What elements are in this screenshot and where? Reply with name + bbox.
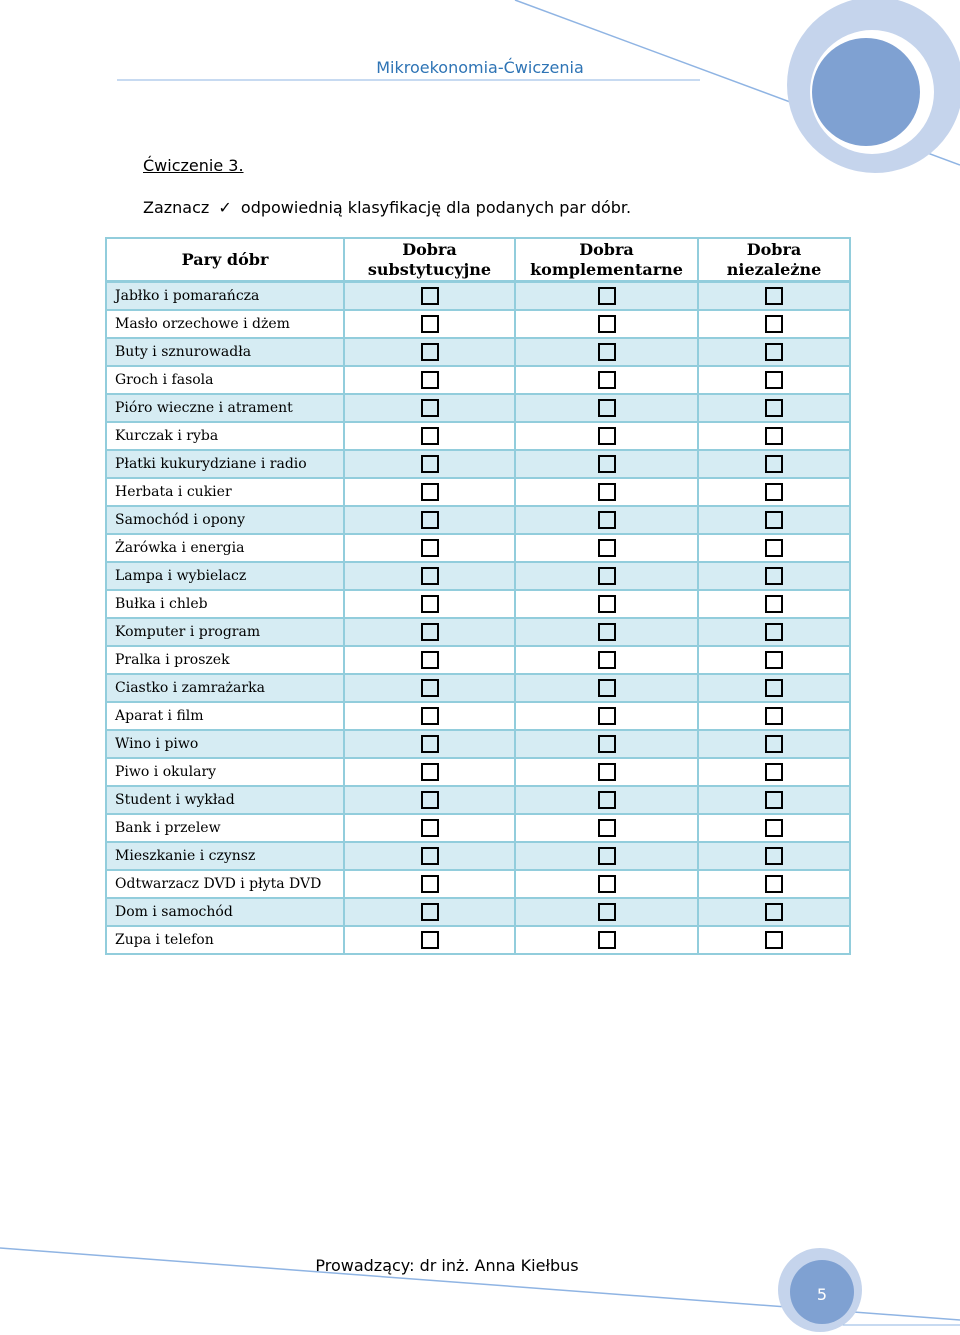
header-pairs-label: Pary dóbr [181, 249, 269, 269]
substitute-cell [344, 534, 515, 562]
complementary-checkbox[interactable] [598, 735, 616, 753]
independent-cell [698, 450, 850, 478]
substitute-cell [344, 730, 515, 758]
substitute-cell [344, 366, 515, 394]
independent-cell [698, 758, 850, 786]
exercise-title: Ćwiczenie 3. [143, 156, 244, 175]
substitute-checkbox[interactable] [421, 455, 439, 473]
independent-checkbox[interactable] [765, 903, 783, 921]
substitute-cell [344, 478, 515, 506]
substitute-cell [344, 618, 515, 646]
independent-cell [698, 478, 850, 506]
independent-checkbox[interactable] [765, 287, 783, 305]
complementary-cell [515, 450, 698, 478]
complementary-cell [515, 478, 698, 506]
table-row [106, 394, 850, 422]
independent-cell [698, 842, 850, 870]
substitute-checkbox[interactable] [421, 763, 439, 781]
pair-label: Buty i sznurowadła [106, 338, 344, 366]
goods-classification-table [105, 237, 851, 955]
table-row [106, 562, 850, 590]
complementary-checkbox[interactable] [598, 511, 616, 529]
header-complementary-line1: Dobra [579, 239, 634, 259]
substitute-cell [344, 786, 515, 814]
substitute-checkbox[interactable] [421, 287, 439, 305]
pair-label: Odtwarzacz DVD i płyta DVD [106, 870, 344, 898]
substitute-cell [344, 562, 515, 590]
header-independent-line1: Dobra [746, 239, 802, 259]
table-row [106, 618, 850, 646]
substitute-checkbox[interactable] [421, 539, 439, 557]
pair-label: Masło orzechowe i dżem [106, 310, 344, 338]
pair-label: Żarówka i energia [106, 534, 344, 562]
table-row [106, 310, 850, 338]
independent-checkbox[interactable] [765, 343, 783, 361]
independent-cell [698, 926, 850, 954]
table-row [106, 926, 850, 954]
check-mark-icon: ✓ [218, 198, 232, 217]
complementary-checkbox[interactable] [598, 427, 616, 445]
table-row [106, 534, 850, 562]
substitute-checkbox[interactable] [421, 511, 439, 529]
substitute-cell [344, 926, 515, 954]
complementary-checkbox[interactable] [598, 875, 616, 893]
pair-label: Samochód i opony [106, 506, 344, 534]
complementary-checkbox[interactable] [598, 707, 616, 725]
independent-cell [698, 618, 850, 646]
independent-checkbox[interactable] [765, 875, 783, 893]
complementary-cell [515, 898, 698, 926]
independent-checkbox[interactable] [765, 427, 783, 445]
complementary-checkbox[interactable] [598, 343, 616, 361]
pair-label: Herbata i cukier [106, 478, 344, 506]
substitute-cell [344, 814, 515, 842]
table-row [106, 730, 850, 758]
complementary-checkbox[interactable] [598, 819, 616, 837]
complementary-cell [515, 282, 698, 311]
header-complementary-goods [515, 238, 698, 282]
substitute-checkbox[interactable] [421, 847, 439, 865]
independent-cell [698, 730, 850, 758]
independent-cell [698, 506, 850, 534]
instruction-text-start: Zaznacz [143, 198, 210, 217]
table-row [106, 478, 850, 506]
pair-label: Płatki kukurydziane i radio [106, 450, 344, 478]
pair-label: Lampa i wybielacz [106, 562, 344, 590]
table-row [106, 450, 850, 478]
substitute-checkbox[interactable] [421, 931, 439, 949]
independent-cell [698, 674, 850, 702]
substitute-cell [344, 590, 515, 618]
header-substitute-line2: substytucyjne [367, 259, 492, 279]
complementary-checkbox[interactable] [598, 623, 616, 641]
independent-cell [698, 366, 850, 394]
complementary-cell [515, 842, 698, 870]
complementary-checkbox[interactable] [598, 679, 616, 697]
table-row [106, 674, 850, 702]
table-row [106, 870, 850, 898]
substitute-cell [344, 338, 515, 366]
substitute-cell [344, 646, 515, 674]
pair-label: Bułka i chleb [106, 590, 344, 618]
complementary-cell [515, 730, 698, 758]
substitute-cell [344, 674, 515, 702]
independent-checkbox[interactable] [765, 651, 783, 669]
pair-label: Ciastko i zamrażarka [106, 674, 344, 702]
substitute-cell [344, 898, 515, 926]
substitute-checkbox[interactable] [421, 707, 439, 725]
table-row [106, 758, 850, 786]
independent-checkbox[interactable] [765, 735, 783, 753]
substitute-checkbox[interactable] [421, 315, 439, 333]
complementary-checkbox[interactable] [598, 539, 616, 557]
independent-cell [698, 338, 850, 366]
pair-label: Jabłko i pomarańcza [106, 282, 344, 311]
substitute-checkbox[interactable] [421, 427, 439, 445]
substitute-checkbox[interactable] [421, 595, 439, 613]
pair-label: Komputer i program [106, 618, 344, 646]
complementary-cell [515, 590, 698, 618]
complementary-checkbox[interactable] [598, 455, 616, 473]
substitute-checkbox[interactable] [421, 791, 439, 809]
complementary-cell [515, 646, 698, 674]
complementary-cell [515, 506, 698, 534]
table-body [106, 282, 850, 955]
complementary-checkbox[interactable] [598, 399, 616, 417]
substitute-cell [344, 450, 515, 478]
pair-label: Pióro wieczne i atrament [106, 394, 344, 422]
table-row [106, 842, 850, 870]
page-number: 5 [816, 1285, 828, 1304]
complementary-checkbox[interactable] [598, 287, 616, 305]
substitute-cell [344, 310, 515, 338]
complementary-cell [515, 674, 698, 702]
substitute-cell [344, 506, 515, 534]
table-row [106, 702, 850, 730]
substitute-checkbox[interactable] [421, 399, 439, 417]
independent-checkbox[interactable] [765, 595, 783, 613]
complementary-checkbox[interactable] [598, 315, 616, 333]
substitute-checkbox[interactable] [421, 343, 439, 361]
substitute-cell [344, 702, 515, 730]
pair-label: Bank i przelew [106, 814, 344, 842]
independent-checkbox[interactable] [765, 399, 783, 417]
complementary-cell [515, 786, 698, 814]
complementary-cell [515, 338, 698, 366]
table-row [106, 282, 850, 311]
complementary-checkbox[interactable] [598, 483, 616, 501]
independent-checkbox[interactable] [765, 567, 783, 585]
substitute-cell [344, 870, 515, 898]
independent-checkbox[interactable] [765, 483, 783, 501]
complementary-cell [515, 702, 698, 730]
complementary-cell [515, 618, 698, 646]
substitute-checkbox[interactable] [421, 679, 439, 697]
independent-checkbox[interactable] [765, 763, 783, 781]
independent-checkbox[interactable] [765, 371, 783, 389]
pair-label: Wino i piwo [106, 730, 344, 758]
complementary-checkbox[interactable] [598, 595, 616, 613]
substitute-checkbox[interactable] [421, 819, 439, 837]
complementary-checkbox[interactable] [598, 903, 616, 921]
independent-cell [698, 422, 850, 450]
pair-label: Dom i samochód [106, 898, 344, 926]
pair-label: Student i wykład [106, 786, 344, 814]
complementary-checkbox[interactable] [598, 791, 616, 809]
independent-cell [698, 394, 850, 422]
header-complementary-line2: komplementarne [530, 259, 683, 279]
complementary-cell [515, 422, 698, 450]
independent-cell [698, 898, 850, 926]
table-row [106, 506, 850, 534]
complementary-checkbox[interactable] [598, 651, 616, 669]
table-row [106, 366, 850, 394]
header-independent-line2: niezależne [726, 259, 822, 279]
independent-checkbox[interactable] [765, 539, 783, 557]
independent-checkbox[interactable] [765, 623, 783, 641]
complementary-checkbox[interactable] [598, 763, 616, 781]
substitute-cell [344, 394, 515, 422]
independent-cell [698, 310, 850, 338]
table-row [106, 646, 850, 674]
independent-cell [698, 814, 850, 842]
table-row [106, 422, 850, 450]
substitute-checkbox[interactable] [421, 903, 439, 921]
substitute-checkbox[interactable] [421, 735, 439, 753]
complementary-cell [515, 366, 698, 394]
table-row [106, 590, 850, 618]
complementary-cell [515, 534, 698, 562]
independent-checkbox[interactable] [765, 315, 783, 333]
independent-cell [698, 702, 850, 730]
complementary-cell [515, 870, 698, 898]
independent-cell [698, 646, 850, 674]
pair-label: Piwo i okulary [106, 758, 344, 786]
pair-label: Zupa i telefon [106, 926, 344, 954]
independent-cell [698, 282, 850, 311]
complementary-cell [515, 562, 698, 590]
independent-cell [698, 786, 850, 814]
substitute-checkbox[interactable] [421, 371, 439, 389]
independent-checkbox[interactable] [765, 455, 783, 473]
header-substitute-goods [344, 238, 515, 282]
complementary-checkbox[interactable] [598, 371, 616, 389]
substitute-checkbox[interactable] [421, 875, 439, 893]
instruction-text-end: odpowiednią klasyfikację dla podanych par dóbr. [240, 198, 632, 217]
independent-checkbox[interactable] [765, 511, 783, 529]
complementary-cell [515, 758, 698, 786]
independent-checkbox[interactable] [765, 847, 783, 865]
footer-instructor: Prowadzący: dr inż. Anna Kiełbus [315, 1256, 579, 1275]
pair-label: Groch i fasola [106, 366, 344, 394]
complementary-cell [515, 394, 698, 422]
table-row [106, 898, 850, 926]
table-header-row [106, 238, 850, 282]
independent-cell [698, 590, 850, 618]
substitute-checkbox[interactable] [421, 483, 439, 501]
independent-checkbox[interactable] [765, 707, 783, 725]
pair-label: Mieszkanie i czynsz [106, 842, 344, 870]
pair-label: Pralka i proszek [106, 646, 344, 674]
substitute-cell [344, 422, 515, 450]
header-independent-goods [698, 238, 850, 282]
header-circle-inner [812, 38, 920, 146]
document-header-title: Mikroekonomia-Ćwiczenia [376, 58, 584, 77]
complementary-checkbox[interactable] [598, 847, 616, 865]
independent-checkbox[interactable] [765, 931, 783, 949]
substitute-checkbox[interactable] [421, 567, 439, 585]
exercise-instruction [143, 198, 631, 217]
pair-label: Kurczak i ryba [106, 422, 344, 450]
complementary-cell [515, 814, 698, 842]
independent-checkbox[interactable] [765, 819, 783, 837]
header-substitute-line1: Dobra [402, 239, 457, 259]
substitute-cell [344, 842, 515, 870]
table-row [106, 814, 850, 842]
independent-checkbox[interactable] [765, 791, 783, 809]
substitute-cell [344, 758, 515, 786]
complementary-checkbox[interactable] [598, 567, 616, 585]
substitute-checkbox[interactable] [421, 651, 439, 669]
table-row [106, 338, 850, 366]
complementary-cell [515, 310, 698, 338]
complementary-checkbox[interactable] [598, 931, 616, 949]
header-pairs [106, 238, 344, 282]
complementary-cell [515, 926, 698, 954]
substitute-checkbox[interactable] [421, 623, 439, 641]
independent-cell [698, 534, 850, 562]
substitute-cell [344, 282, 515, 311]
independent-cell [698, 870, 850, 898]
independent-checkbox[interactable] [765, 679, 783, 697]
pair-label: Aparat i film [106, 702, 344, 730]
table-row [106, 786, 850, 814]
independent-cell [698, 562, 850, 590]
